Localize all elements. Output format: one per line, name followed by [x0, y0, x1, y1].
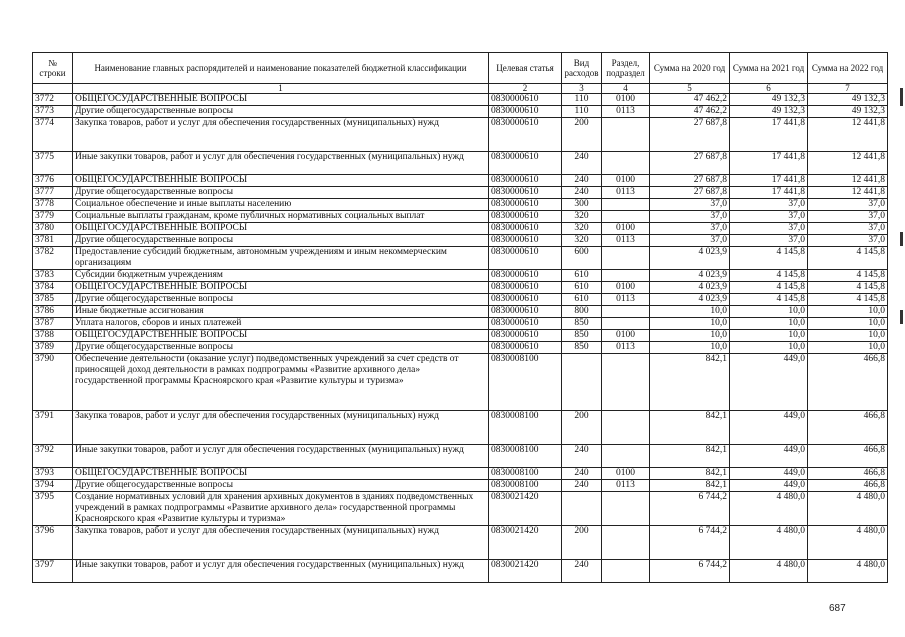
row-target-code: 0830000610 [489, 294, 562, 306]
row-number: 3782 [33, 247, 73, 270]
row-section: 0100 [602, 175, 650, 187]
row-sum-2022: 10,0 [808, 342, 888, 354]
row-expense-type: 850 [562, 318, 602, 330]
row-sum-2021: 17 441,8 [730, 152, 808, 175]
row-sum-2021: 37,0 [730, 223, 808, 235]
row-sum-2020: 4 023,9 [650, 270, 730, 282]
row-sum-2020: 842,1 [650, 445, 730, 468]
row-number: 3774 [33, 118, 73, 152]
row-sum-2022: 12 441,8 [808, 118, 888, 152]
row-number: 3795 [33, 492, 73, 526]
table-row [33, 235, 888, 247]
row-name: Другие общегосударственные вопросы [73, 342, 489, 354]
row-sum-2022: 4 145,8 [808, 270, 888, 282]
row-sum-2020: 37,0 [650, 235, 730, 247]
row-section: 0113 [602, 235, 650, 247]
row-sum-2022: 10,0 [808, 306, 888, 318]
row-name: ОБЩЕГОСУДАРСТВЕННЫЕ ВОПРОСЫ [73, 94, 489, 106]
row-section [602, 306, 650, 318]
row-sum-2022: 4 145,8 [808, 294, 888, 306]
row-sum-2022: 12 441,8 [808, 175, 888, 187]
row-name: Иные закупки товаров, работ и услуг для обеспечения государственных (муниципальных) нужд [73, 560, 489, 583]
row-expense-type: 850 [562, 342, 602, 354]
row-sum-2021: 4 145,8 [730, 294, 808, 306]
row-name: ОБЩЕГОСУДАРСТВЕННЫЕ ВОПРОСЫ [73, 468, 489, 480]
row-sum-2021: 49 132,3 [730, 94, 808, 106]
row-sum-2020: 37,0 [650, 199, 730, 211]
row-number: 3784 [33, 282, 73, 294]
row-sum-2020: 27 687,8 [650, 187, 730, 199]
row-section [602, 152, 650, 175]
header-target: Целевая статья [489, 53, 562, 84]
row-number: 3772 [33, 94, 73, 106]
table-row [33, 354, 888, 411]
header-section: Раздел, подраздел [602, 53, 650, 84]
row-sum-2020: 10,0 [650, 342, 730, 354]
row-section: 0100 [602, 330, 650, 342]
row-sum-2022: 12 441,8 [808, 187, 888, 199]
row-sum-2022: 466,8 [808, 468, 888, 480]
row-sum-2022: 37,0 [808, 211, 888, 223]
table-row [33, 526, 888, 560]
scan-edge-mark [900, 310, 903, 324]
row-sum-2020: 27 687,8 [650, 175, 730, 187]
row-target-code: 0830000610 [489, 330, 562, 342]
header-expense-type: Вид расходов [562, 53, 602, 84]
row-sum-2021: 37,0 [730, 235, 808, 247]
row-number: 3787 [33, 318, 73, 330]
row-expense-type: 240 [562, 445, 602, 468]
row-sum-2021: 37,0 [730, 211, 808, 223]
table-row [33, 199, 888, 211]
row-sum-2020: 4 023,9 [650, 282, 730, 294]
row-sum-2020: 6 744,2 [650, 492, 730, 526]
row-section: 0100 [602, 223, 650, 235]
row-sum-2021: 449,0 [730, 445, 808, 468]
row-sum-2021: 4 145,8 [730, 282, 808, 294]
row-section [602, 445, 650, 468]
row-name: Уплата налогов, сборов и иных платежей [73, 318, 489, 330]
row-name: ОБЩЕГОСУДАРСТВЕННЫЕ ВОПРОСЫ [73, 330, 489, 342]
row-name: Закупка товаров, работ и услуг для обеспечения государственных (муниципальных) нужд [73, 118, 489, 152]
row-sum-2020: 27 687,8 [650, 118, 730, 152]
row-sum-2021: 4 480,0 [730, 560, 808, 583]
row-target-code: 0830021420 [489, 492, 562, 526]
row-expense-type: 240 [562, 560, 602, 583]
header-sum-2021: Сумма на 2021 год [730, 53, 808, 84]
table-row [33, 223, 888, 235]
row-expense-type [562, 492, 602, 526]
row-number: 3775 [33, 152, 73, 175]
table-row [33, 318, 888, 330]
row-sum-2021: 449,0 [730, 480, 808, 492]
row-sum-2020: 37,0 [650, 211, 730, 223]
row-section: 0113 [602, 342, 650, 354]
table-body [33, 94, 888, 583]
row-expense-type: 240 [562, 187, 602, 199]
table-row [33, 175, 888, 187]
column-number: 4 [602, 84, 650, 94]
row-expense-type: 200 [562, 411, 602, 445]
row-section: 0100 [602, 282, 650, 294]
row-sum-2021: 449,0 [730, 354, 808, 411]
row-sum-2022: 4 145,8 [808, 282, 888, 294]
row-target-code: 0830000610 [489, 106, 562, 118]
row-section [602, 247, 650, 270]
row-sum-2020: 37,0 [650, 223, 730, 235]
row-target-code: 0830008100 [489, 468, 562, 480]
row-name: Обеспечение деятельности (оказание услуг) подведомственных учреждений за счет средств от приносящей доход деятельности в рамках подпрограммы «Развитие архивного дела» государственной программы Красноярского края «Развитие культуры и туризма» [73, 354, 489, 411]
row-name: Предоставление субсидий бюджетным, автономным учреждениям и иным некоммерческим организациям [73, 247, 489, 270]
row-sum-2022: 10,0 [808, 318, 888, 330]
row-number: 3783 [33, 270, 73, 282]
header-sum-2020: Сумма на 2020 год [650, 53, 730, 84]
column-number: 5 [650, 84, 730, 94]
row-expense-type: 320 [562, 223, 602, 235]
row-sum-2022: 4 145,8 [808, 247, 888, 270]
row-sum-2022: 4 480,0 [808, 492, 888, 526]
row-expense-type: 800 [562, 306, 602, 318]
row-sum-2020: 6 744,2 [650, 560, 730, 583]
row-sum-2022: 4 480,0 [808, 560, 888, 583]
row-sum-2020: 4 023,9 [650, 294, 730, 306]
row-sum-2021: 17 441,8 [730, 187, 808, 199]
row-sum-2021: 4 480,0 [730, 492, 808, 526]
row-target-code: 0830021420 [489, 526, 562, 560]
column-number [33, 84, 73, 94]
row-number: 3797 [33, 560, 73, 583]
row-name: Другие общегосударственные вопросы [73, 235, 489, 247]
row-section [602, 354, 650, 411]
row-sum-2022: 466,8 [808, 445, 888, 468]
row-section [602, 211, 650, 223]
row-sum-2020: 10,0 [650, 318, 730, 330]
row-sum-2021: 4 480,0 [730, 526, 808, 560]
row-expense-type: 320 [562, 211, 602, 223]
row-number: 3776 [33, 175, 73, 187]
row-target-code: 0830000610 [489, 235, 562, 247]
row-name: Социальное обеспечение и иные выплаты населению [73, 199, 489, 211]
row-expense-type: 300 [562, 199, 602, 211]
row-sum-2022: 37,0 [808, 235, 888, 247]
row-number: 3780 [33, 223, 73, 235]
row-expense-type: 240 [562, 468, 602, 480]
row-sum-2021: 449,0 [730, 468, 808, 480]
column-number: 6 [730, 84, 808, 94]
row-sum-2021: 37,0 [730, 199, 808, 211]
row-target-code: 0830000610 [489, 306, 562, 318]
row-target-code: 0830000610 [489, 199, 562, 211]
row-section [602, 199, 650, 211]
table-row [33, 211, 888, 223]
row-name: ОБЩЕГОСУДАРСТВЕННЫЕ ВОПРОСЫ [73, 175, 489, 187]
row-section: 0113 [602, 187, 650, 199]
header-row [33, 53, 888, 84]
row-expense-type: 240 [562, 152, 602, 175]
row-section: 0113 [602, 294, 650, 306]
budget-table [32, 52, 888, 583]
row-name: Другие общегосударственные вопросы [73, 294, 489, 306]
header-row-no: № строки [33, 53, 73, 84]
row-sum-2020: 842,1 [650, 480, 730, 492]
row-sum-2020: 10,0 [650, 330, 730, 342]
row-number: 3792 [33, 445, 73, 468]
row-number: 3785 [33, 294, 73, 306]
table-row [33, 294, 888, 306]
table-row [33, 106, 888, 118]
row-sum-2021: 10,0 [730, 318, 808, 330]
column-number: 3 [562, 84, 602, 94]
table-row [33, 480, 888, 492]
table-row [33, 492, 888, 526]
row-target-code: 0830000610 [489, 247, 562, 270]
row-name: Создание нормативных условий для хранения архивных документов в зданиях подведомственных учреждений в рамках подпрограммы «Развитие архивного дела» государственной программы Красноярского края «Развитие культуры и туризма» [73, 492, 489, 526]
row-number: 3777 [33, 187, 73, 199]
row-sum-2020: 47 462,2 [650, 94, 730, 106]
row-number: 3781 [33, 235, 73, 247]
row-sum-2021: 10,0 [730, 342, 808, 354]
row-sum-2020: 4 023,9 [650, 247, 730, 270]
row-name: Иные закупки товаров, работ и услуг для обеспечения государственных (муниципальных) нужд [73, 152, 489, 175]
row-section [602, 526, 650, 560]
row-sum-2020: 842,1 [650, 468, 730, 480]
row-target-code: 0830000610 [489, 118, 562, 152]
row-section [602, 492, 650, 526]
row-name: Иные бюджетные ассигнования [73, 306, 489, 318]
row-name: Другие общегосударственные вопросы [73, 106, 489, 118]
header-name: Наименование главных распорядителей и наименование показателей бюджетной классификации [73, 53, 489, 84]
row-sum-2021: 449,0 [730, 411, 808, 445]
row-sum-2022: 12 441,8 [808, 152, 888, 175]
column-number: 7 [808, 84, 888, 94]
column-number: 2 [489, 84, 562, 94]
row-target-code: 0830000610 [489, 282, 562, 294]
row-target-code: 0830000610 [489, 270, 562, 282]
row-expense-type: 240 [562, 175, 602, 187]
row-target-code: 0830008100 [489, 480, 562, 492]
row-sum-2020: 10,0 [650, 306, 730, 318]
column-number: 1 [73, 84, 489, 94]
row-expense-type: 240 [562, 480, 602, 492]
row-target-code: 0830000610 [489, 342, 562, 354]
row-target-code: 0830008100 [489, 445, 562, 468]
row-number: 3779 [33, 211, 73, 223]
row-sum-2022: 49 132,3 [808, 94, 888, 106]
column-number-row [33, 84, 888, 94]
row-sum-2021: 10,0 [730, 330, 808, 342]
row-expense-type: 110 [562, 106, 602, 118]
page-number: 687 [829, 603, 846, 614]
table-row [33, 94, 888, 106]
row-expense-type: 200 [562, 526, 602, 560]
row-name: Иные закупки товаров, работ и услуг для обеспечения государственных (муниципальных) нужд [73, 445, 489, 468]
table-row [33, 270, 888, 282]
row-expense-type: 610 [562, 294, 602, 306]
row-name: ОБЩЕГОСУДАРСТВЕННЫЕ ВОПРОСЫ [73, 223, 489, 235]
row-number: 3791 [33, 411, 73, 445]
row-name: Закупка товаров, работ и услуг для обеспечения государственных (муниципальных) нужд [73, 411, 489, 445]
row-sum-2022: 10,0 [808, 330, 888, 342]
row-target-code: 0830000610 [489, 318, 562, 330]
row-sum-2020: 47 462,2 [650, 106, 730, 118]
table-row [33, 445, 888, 468]
row-name: Другие общегосударственные вопросы [73, 480, 489, 492]
row-number: 3793 [33, 468, 73, 480]
row-target-code: 0830000610 [489, 175, 562, 187]
table-row [33, 342, 888, 354]
row-section: 0100 [602, 94, 650, 106]
row-number: 3794 [33, 480, 73, 492]
table-row [33, 468, 888, 480]
row-sum-2021: 4 145,8 [730, 270, 808, 282]
row-target-code: 0830000610 [489, 187, 562, 199]
row-name: Закупка товаров, работ и услуг для обеспечения государственных (муниципальных) нужд [73, 526, 489, 560]
row-expense-type: 600 [562, 247, 602, 270]
row-target-code: 0830000610 [489, 94, 562, 106]
row-sum-2021: 49 132,3 [730, 106, 808, 118]
row-number: 3788 [33, 330, 73, 342]
row-expense-type: 320 [562, 235, 602, 247]
row-section [602, 318, 650, 330]
table-row [33, 306, 888, 318]
row-section: 0113 [602, 480, 650, 492]
row-sum-2021: 17 441,8 [730, 175, 808, 187]
row-number: 3789 [33, 342, 73, 354]
table-row [33, 560, 888, 583]
row-expense-type: 110 [562, 94, 602, 106]
row-section [602, 270, 650, 282]
row-name: Другие общегосударственные вопросы [73, 187, 489, 199]
row-number: 3773 [33, 106, 73, 118]
header-sum-2022: Сумма на 2022 год [808, 53, 888, 84]
row-expense-type: 610 [562, 270, 602, 282]
row-sum-2020: 842,1 [650, 354, 730, 411]
row-section [602, 411, 650, 445]
table-row [33, 187, 888, 199]
row-expense-type: 850 [562, 330, 602, 342]
table-row [33, 411, 888, 445]
table-row [33, 152, 888, 175]
row-number: 3786 [33, 306, 73, 318]
row-sum-2021: 10,0 [730, 306, 808, 318]
row-expense-type [562, 354, 602, 411]
row-section [602, 560, 650, 583]
row-sum-2022: 49 132,3 [808, 106, 888, 118]
row-expense-type: 200 [562, 118, 602, 152]
row-sum-2020: 27 687,8 [650, 152, 730, 175]
row-name: ОБЩЕГОСУДАРСТВЕННЫЕ ВОПРОСЫ [73, 282, 489, 294]
row-target-code: 0830000610 [489, 152, 562, 175]
row-sum-2022: 37,0 [808, 199, 888, 211]
row-number: 3778 [33, 199, 73, 211]
row-target-code: 0830000610 [489, 211, 562, 223]
row-section: 0100 [602, 468, 650, 480]
row-sum-2022: 466,8 [808, 354, 888, 411]
row-name: Социальные выплаты гражданам, кроме публичных нормативных социальных выплат [73, 211, 489, 223]
row-target-code: 0830021420 [489, 560, 562, 583]
row-target-code: 0830008100 [489, 411, 562, 445]
row-number: 3790 [33, 354, 73, 411]
scan-edge-mark [900, 232, 903, 246]
row-sum-2020: 6 744,2 [650, 526, 730, 560]
row-sum-2022: 466,8 [808, 411, 888, 445]
row-section: 0113 [602, 106, 650, 118]
row-target-code: 0830008100 [489, 354, 562, 411]
row-target-code: 0830000610 [489, 223, 562, 235]
table-row [33, 282, 888, 294]
scan-edge-mark [900, 88, 903, 106]
row-sum-2022: 4 480,0 [808, 526, 888, 560]
row-name: Субсидии бюджетным учреждениям [73, 270, 489, 282]
row-section [602, 118, 650, 152]
row-sum-2020: 842,1 [650, 411, 730, 445]
row-expense-type: 610 [562, 282, 602, 294]
row-sum-2022: 37,0 [808, 223, 888, 235]
table-row [33, 247, 888, 270]
table-row [33, 118, 888, 152]
row-sum-2022: 466,8 [808, 480, 888, 492]
table-row [33, 330, 888, 342]
row-sum-2021: 17 441,8 [730, 118, 808, 152]
row-sum-2021: 4 145,8 [730, 247, 808, 270]
row-number: 3796 [33, 526, 73, 560]
